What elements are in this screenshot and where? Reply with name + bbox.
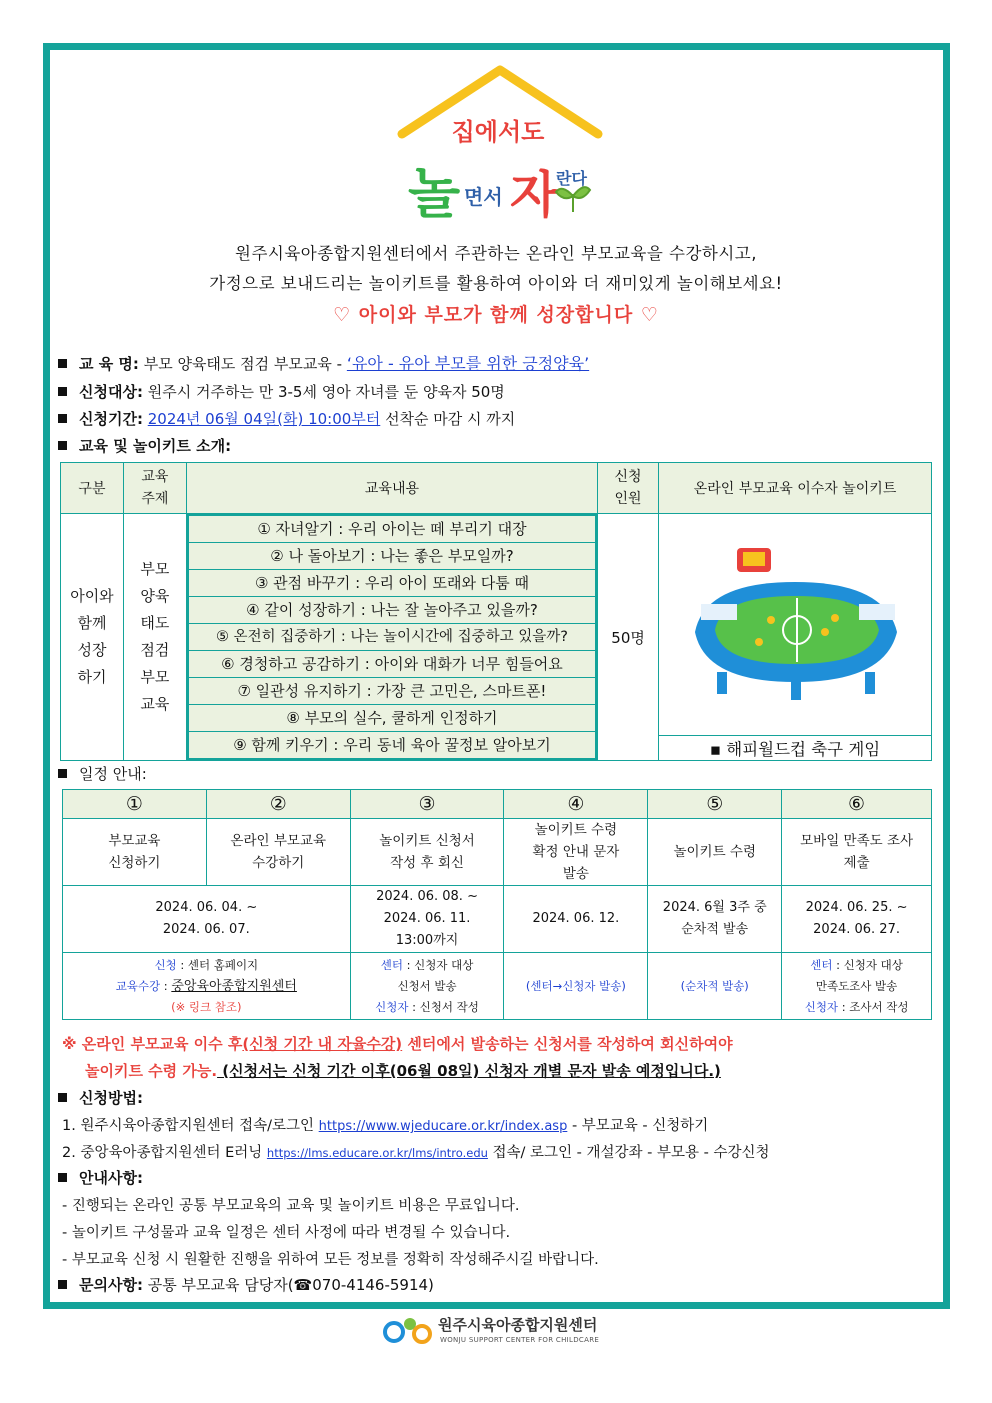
step-date: 2024. 6월 3주 중 순차적 발송 [648,886,782,953]
step-date: 2024. 06. 08. ~ 2024. 06. 11. 13:00까지 [350,886,504,953]
guide-label: 안내사항: [58,1167,143,1188]
step-date: 2024. 06. 04. ~ 2024. 06. 07. [63,886,351,953]
content-cell [186,514,597,761]
note-survey: 센터 : 신청자 대상 만족도조사 발송 신청자 : 조사서 작성 [782,953,932,1020]
content-item: ④ 같이 성장하기 : 나는 잘 놀아주고 있을까? [189,597,595,624]
center-logo [382,1312,622,1352]
slogan: ♡ 아이와 부모가 함께 성장합니다 ♡ [333,304,659,326]
warning-line-2: 놀이키트 수령 가능. (신청서는 신청 기간 이후(06월 08일) 신청자 개별 문자 발송 예정입니다.) [85,1062,721,1080]
content-item: ⑨ 함께 키우기 : 우리 동네 육아 꿀정보 알아보기 [189,732,595,758]
kit-image-cell [659,514,932,736]
logo-word-while: 면서 [464,185,503,209]
logo-word-play: 놀 [408,162,461,225]
kit-name: ▪ 해피월드컵 축구 게임 [659,735,932,760]
period-link[interactable]: 2024년 06월 04일(화) 10:00부터 [147,410,381,428]
bullet-square-icon [58,359,67,368]
contact: 문의사항: 공통 부모교육 담당자(☎070-4146-5914) [58,1274,434,1295]
method-label: 신청방법: [58,1087,143,1108]
note-form: 센터 : 신청자 대상 신청서 발송 신청자 : 신청서 작성 [350,953,504,1020]
step-label: 놀이키트 수령 [648,819,782,886]
content-item: ① 자녀알기 : 우리 아이는 떼 부리기 대장 [189,516,595,543]
info-target: 신청대상: 원주시 거주하는 만 3-5세 영아 자녀를 둔 양육자 50명 [58,381,505,402]
content-item: ③ 관점 바꾸기 : 우리 아이 또래와 다툼 때 [189,570,595,597]
football-game-image [675,522,915,722]
educare-lms-link[interactable]: https://lms.educare.or.kr/lms/intro.edu [266,1146,488,1160]
step-number: ① [63,790,207,819]
count-cell: 50명 [598,514,659,761]
step-number: ③ [350,790,504,819]
logo-line1: 집에서도 [451,118,545,146]
bullet-square-icon [58,1093,67,1102]
edu-title-link[interactable]: ‘유아 - 유아 부모를 위한 긍정양육’ [346,354,590,373]
warning-line-1: ※ 온라인 부모교육 이수 후(신청 기간 내 자율수강) 센터에서 발송하는 신청서를 작성하여 회신하여야 [62,1035,733,1053]
step-number: ⑥ [782,790,932,819]
bullet-square-icon [58,387,67,396]
center-logo-icon [382,1314,434,1348]
method-2: 2. 중앙육아종합지원센터 E러닝 https://lms.educare.or.kr/lms/intro.edu 접속/ 로그인 - 개설강좌 - 부모용 - 수강신청 [62,1145,770,1161]
th-content: 교육내용 [186,463,597,514]
step-number: ⑤ [648,790,782,819]
wjeducare-link[interactable]: https://www.wjeducare.or.kr/index.asp [318,1119,568,1134]
schedule-table [62,789,932,1020]
note-apply: 신청 : 센터 홈페이지 교육수강 : 중앙육아종합지원센터 (※ 링크 참조) [63,953,351,1020]
center-eng-name: WONJU SUPPORT CENTER FOR CHILDCARE [440,1336,600,1344]
bullet-square-icon [58,769,67,778]
step-label: 온라인 부모교육 수강하기 [206,819,350,886]
step-date: 2024. 06. 25. ~ 2024. 06. 27. [782,886,932,953]
program-logo [380,62,620,232]
intro-line-1: 원주시육아종합지원센터에서 주관하는 온라인 부모교육을 수강하시고, [235,244,757,263]
guide-item: - 놀이키트 구성물과 교육 일정은 센터 사정에 따라 변경될 수 있습니다. [62,1225,511,1241]
step-label: 모바일 만족도 조사 제출 [782,819,932,886]
content-item: ⑥ 경청하고 공감하기 : 아이와 대화가 너무 힘들어요 [189,651,595,678]
logo-word-grow: 자 [510,166,559,224]
topic-cell: 부모 양육 태도 점검 부모 교육 [123,514,186,761]
content-item: ⑧ 부모의 실수, 쿨하게 인정하기 [189,705,595,732]
category-cell: 아이와 함께 성장 하기 [61,514,124,761]
content-item: ⑤ 온전히 집중하기 : 나는 놀이시간에 집중하고 있을까? [189,624,595,651]
th-category: 구분 [61,463,124,514]
central-center-link[interactable]: 중앙육아종합지원센터 [171,978,297,994]
content-item: ⑦ 일관성 유지하기 : 가장 큰 고민은, 스마트폰! [189,678,595,705]
education-table [60,462,932,761]
bullet-square-icon [58,1173,67,1182]
bullet-square-icon [58,441,67,450]
content-item: ② 나 돌아보기 : 나는 좋은 부모일까? [189,543,595,570]
th-topic: 교육 주제 [123,463,186,514]
intro-line-2: 가정으로 보내드리는 놀이키트를 활용하여 아이와 더 재미있게 놀이해보세요! [209,274,783,293]
step-number: ② [206,790,350,819]
logo-word-suffix: 란다 [556,169,587,188]
schedule-label: 일정 안내: [58,763,147,784]
guide-item: - 부모교육 신청 시 원활한 진행을 위하여 모든 정보를 정확히 작성해주시길 바랍니다. [62,1252,599,1268]
step-label: 놀이키트 수령 확정 안내 문자 발송 [504,819,648,886]
method-1: 1. 원주시육아종합지원센터 접속/로그인 https://www.wjeducare.or.kr/index.asp - 부모교육 - 신청하기 [62,1118,709,1134]
bullet-square-icon [58,414,67,423]
note-ship: (순차적 발송) [648,953,782,1020]
step-label: 부모교육 신청하기 [63,819,207,886]
info-edu-name: 교 육 명: 부모 양육태도 점검 부모교육 - ‘유아 - 유아 부모를 위한 긍정양육’ [58,351,589,374]
th-count: 신청 인원 [598,463,659,514]
info-period: 신청기간: 2024년 06월 04일(화) 10:00부터 선착순 마감 시 까지 [58,408,515,429]
step-number: ④ [504,790,648,819]
th-kit: 온라인 부모교육 이수자 놀이키트 [659,463,932,514]
info-intro-label: 교육 및 놀이키트 소개: [58,435,231,456]
step-label: 놀이키트 신청서 작성 후 회신 [350,819,504,886]
center-name: 원주시육아종합지원센터 [438,1316,598,1334]
note-sms: (센터→신청자 발송) [504,953,648,1020]
guide-item: - 진행되는 온라인 공통 부모교육의 교육 및 놀이키트 비용은 무료입니다. [62,1198,520,1214]
bullet-square-icon [58,1280,67,1289]
step-date: 2024. 06. 12. [504,886,648,953]
